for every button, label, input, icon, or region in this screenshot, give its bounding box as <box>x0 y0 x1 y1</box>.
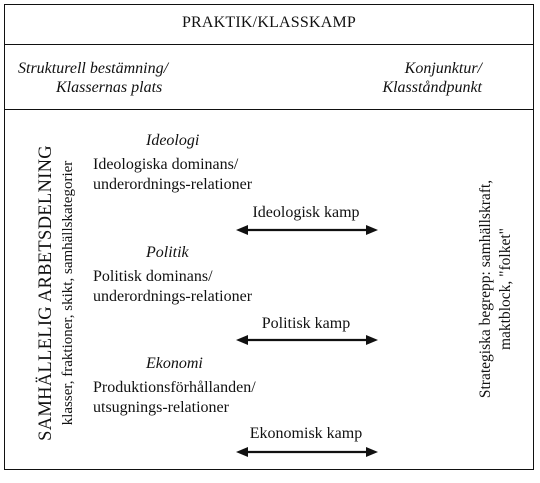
right-axis-line1: Strategiska begrepp: samhällskraft, <box>477 179 494 399</box>
section-title-ekonomi: Ekonomi <box>146 355 203 372</box>
left-header-line2: Klassernas plats <box>56 79 163 96</box>
diagram-title: PRAKTIK/KLASSKAMP <box>181 14 357 31</box>
left-axis-main: SAMHÄLLELIG ARBETSDELNING <box>36 145 56 441</box>
section-title-ideologi: Ideologi <box>146 132 200 149</box>
double-arrow-politisk <box>236 335 378 345</box>
section-line2: underordnings-relationer <box>93 288 253 305</box>
double-arrow-ekonomisk <box>236 447 378 457</box>
section-title-politik: Politik <box>146 244 189 261</box>
left-axis-sub: klasser, fraktioner, skikt, samhällskategorier <box>60 160 76 426</box>
section-line1: Politisk dominans/ <box>93 268 213 285</box>
kamp-label-ideologisk: Ideologisk kamp <box>252 204 360 221</box>
double-arrow-ideologisk <box>236 225 378 235</box>
section-line1: Produktionsförhållanden/ <box>93 379 256 396</box>
right-header-line1: Konjunktur/ <box>404 60 482 77</box>
section-line2: utsugnings-relationer <box>93 399 229 416</box>
right-axis-line2: maktblock, "folket" <box>497 228 514 350</box>
kamp-label-politisk: Politisk kamp <box>261 315 351 332</box>
kamp-label-ekonomisk: Ekonomisk kamp <box>249 425 363 442</box>
section-line1: Ideologiska dominans/ <box>93 156 239 173</box>
section-line2: underordnings-relationer <box>93 176 253 193</box>
right-header-line2: Klasståndpunkt <box>382 79 482 96</box>
left-header-line1: Strukturell bestämning/ <box>18 60 169 77</box>
